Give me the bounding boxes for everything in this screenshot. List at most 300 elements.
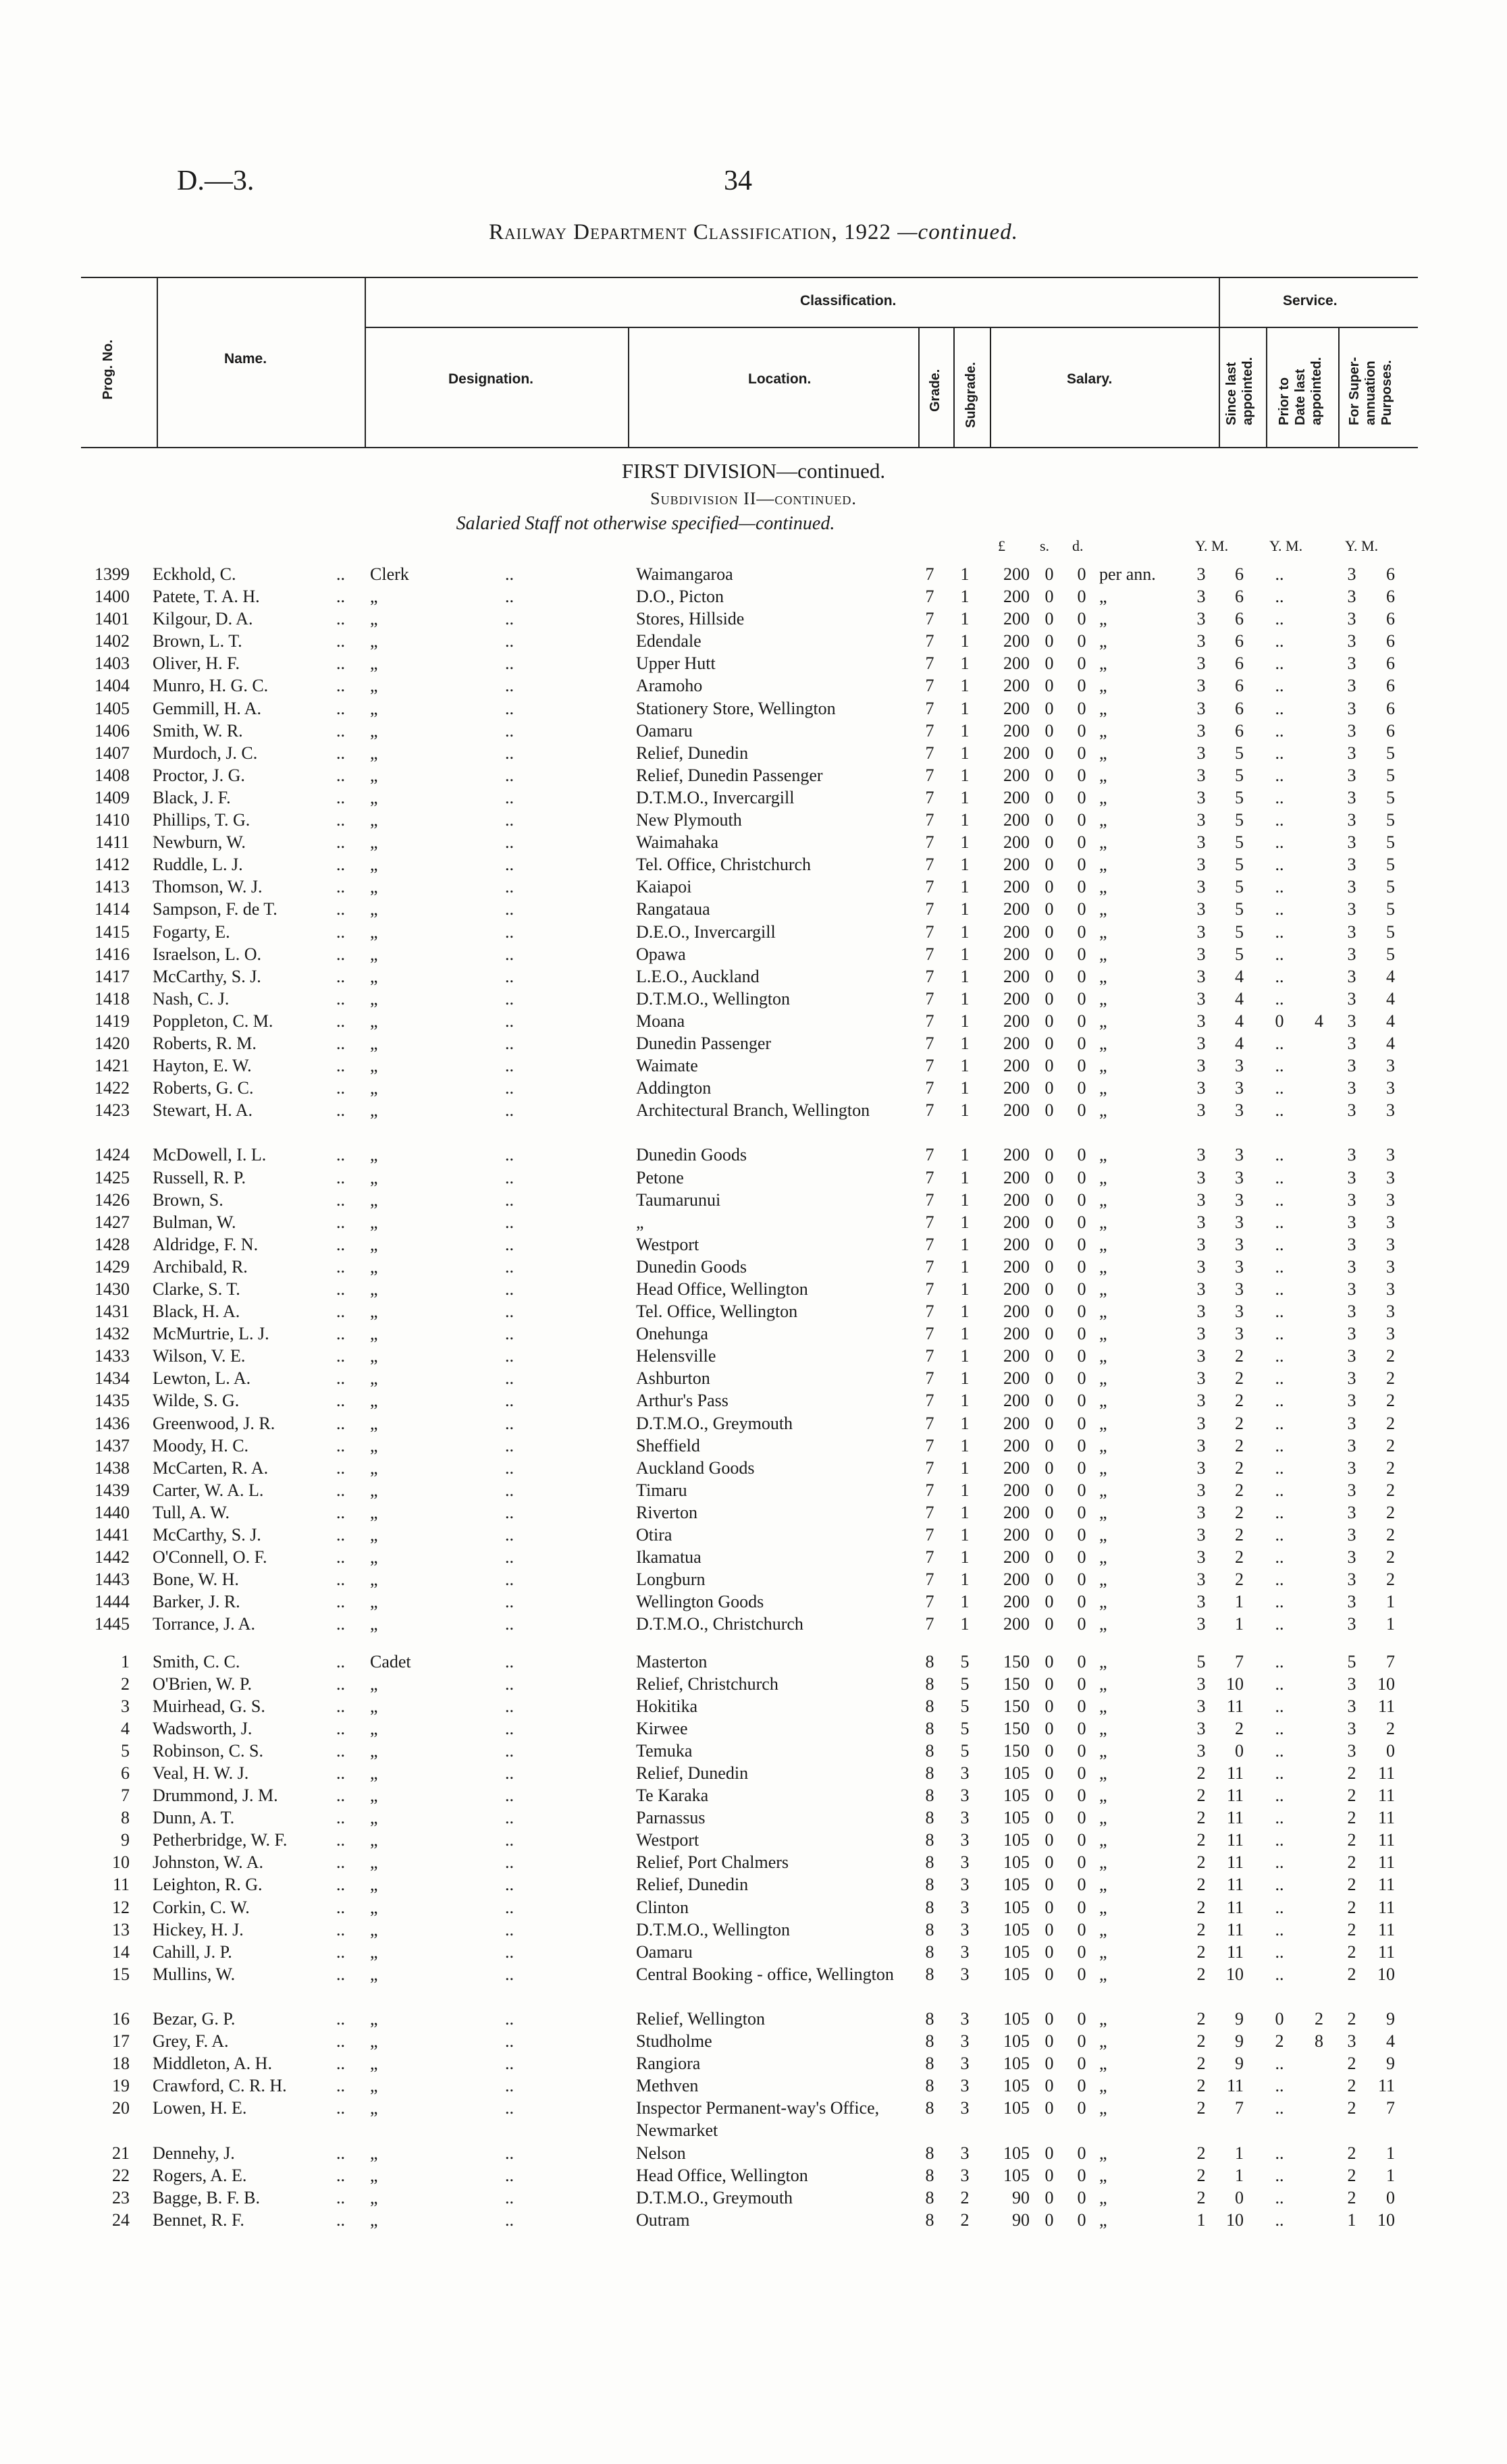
header-since-last <box>1223 357 1256 425</box>
leader-dots: .. <box>336 1011 345 1031</box>
super-years-cell: 3 <box>1347 1368 1356 1389</box>
leader-dots: .. <box>336 944 345 964</box>
since-months-cell: 6 <box>1235 631 1244 651</box>
subgrade-cell: 3 <box>960 1830 970 1850</box>
prior-years-cell: .. <box>1275 1852 1284 1873</box>
salary-shillings-cell: 0 <box>1045 1740 1054 1761</box>
prior-years-cell: .. <box>1275 2165 1284 2185</box>
salary-pence-cell: 0 <box>1077 855 1086 875</box>
prog-no-cell: 8 <box>121 1808 130 1828</box>
table-row <box>0 1806 1507 1829</box>
subgrade-cell: 1 <box>960 1279 970 1299</box>
leader-dots: .. <box>505 810 514 830</box>
designation-cell: „ <box>370 1525 378 1545</box>
leader-dots: .. <box>505 1100 514 1121</box>
subgrade-cell: 3 <box>960 2054 970 2074</box>
prior-years-cell: .. <box>1275 810 1284 830</box>
leader-dots: .. <box>505 1718 514 1738</box>
table-row <box>0 1077 1507 1099</box>
location-cell: Temuka <box>636 1740 693 1761</box>
super-months-cell: 2 <box>1386 1413 1395 1433</box>
unit-since-ym: Y. M. <box>1195 537 1229 554</box>
super-years-cell: 1 <box>1347 2209 1356 2230</box>
location-cell: Timaru <box>636 1480 687 1500</box>
since-years-cell: 2 <box>1196 1763 1206 1783</box>
leader-dots: .. <box>336 2076 345 2096</box>
leader-dots: .. <box>336 1100 345 1121</box>
designation-cell: „ <box>370 609 378 629</box>
salary-shillings-cell: 0 <box>1045 653 1054 674</box>
super-months-cell: 11 <box>1377 1830 1395 1850</box>
grade-cell: 7 <box>925 1614 934 1634</box>
subgrade-cell: 1 <box>960 1346 970 1366</box>
salary-pence-cell: 0 <box>1077 765 1086 785</box>
grade-cell: 7 <box>925 1167 934 1187</box>
location-cell: „ <box>636 1212 644 1232</box>
salary-shillings-cell: 0 <box>1045 1413 1054 1433</box>
location-cell: Ashburton <box>636 1368 710 1389</box>
leader-dots: .. <box>336 1256 345 1277</box>
leader-dots: .. <box>336 2098 345 2118</box>
table-row <box>0 1322 1507 1345</box>
salary-pence-cell: 0 <box>1077 609 1086 629</box>
salary-pence-cell: 0 <box>1077 1435 1086 1455</box>
name-cell: Clarke, S. T. <box>153 1279 240 1299</box>
super-months-cell: 2 <box>1386 1525 1395 1545</box>
grade-cell: 7 <box>925 1212 934 1232</box>
salary-period-cell: „ <box>1099 2098 1107 2118</box>
salary-pence-cell: 0 <box>1077 1234 1086 1254</box>
prior-years-cell: .. <box>1275 1346 1284 1366</box>
since-years-cell: 3 <box>1196 1324 1206 1344</box>
prior-years-cell: .. <box>1275 1718 1284 1738</box>
table-row <box>0 1389 1507 1412</box>
salary-shillings-cell: 0 <box>1045 2031 1054 2052</box>
name-cell: Gemmill, H. A. <box>153 698 262 718</box>
table-row <box>0 1762 1507 1784</box>
super-months-cell: 11 <box>1377 1875 1395 1895</box>
since-months-cell: 0 <box>1235 1740 1244 1761</box>
super-years-cell: 3 <box>1347 921 1356 942</box>
grade-cell: 8 <box>925 1786 934 1806</box>
super-months-cell: 5 <box>1386 765 1395 785</box>
prog-no-cell: 19 <box>112 2076 130 2096</box>
leader-dots: .. <box>336 787 345 807</box>
super-years-cell: 2 <box>1347 2076 1356 2096</box>
prior-years-cell: .. <box>1275 988 1284 1009</box>
since-months-cell: 5 <box>1235 765 1244 785</box>
salary-pounds-cell: 200 <box>1003 1167 1030 1187</box>
leader-dots: .. <box>505 1897 514 1917</box>
salary-shillings-cell: 0 <box>1045 2054 1054 2074</box>
super-years-cell: 3 <box>1347 1302 1356 1322</box>
super-months-cell: 5 <box>1386 944 1395 964</box>
since-years-cell: 3 <box>1196 1502 1206 1522</box>
prior-years-cell: .. <box>1275 1457 1284 1478</box>
since-years-cell: 2 <box>1196 2143 1206 2163</box>
salary-pounds-cell: 105 <box>1003 2031 1030 2052</box>
designation-cell: „ <box>370 1964 378 1984</box>
subgrade-cell: 5 <box>960 1673 970 1694</box>
table-row <box>0 2164 1507 2187</box>
table-row <box>0 1032 1507 1054</box>
leader-dots: .. <box>336 921 345 942</box>
subgrade-cell: 1 <box>960 1056 970 1076</box>
grade-cell: 8 <box>925 1763 934 1783</box>
prior-years-cell: .. <box>1275 1525 1284 1545</box>
subgrade-cell: 3 <box>960 2031 970 2052</box>
leader-dots: .. <box>336 2143 345 2163</box>
salary-period-cell: „ <box>1099 2165 1107 2185</box>
prog-no-cell: 1415 <box>95 921 130 942</box>
designation-cell: „ <box>370 720 378 741</box>
salary-period-cell: „ <box>1099 944 1107 964</box>
salary-period-cell: „ <box>1099 1413 1107 1433</box>
designation-cell: „ <box>370 2187 378 2207</box>
since-months-cell: 0 <box>1235 2187 1244 2207</box>
prior-years-cell: .. <box>1275 1078 1284 1098</box>
super-months-cell: 5 <box>1386 787 1395 807</box>
divider <box>365 278 366 447</box>
leader-dots: .. <box>505 1525 514 1545</box>
since-months-cell: 3 <box>1235 1302 1244 1322</box>
salary-pounds-cell: 200 <box>1003 1435 1030 1455</box>
prog-no-cell: 14 <box>112 1941 130 1962</box>
since-years-cell: 3 <box>1196 609 1206 629</box>
prog-no-cell: 21 <box>112 2143 130 2163</box>
since-years-cell: 3 <box>1196 855 1206 875</box>
subgrade-cell: 1 <box>960 564 970 584</box>
prior-years-cell: .. <box>1275 1919 1284 1939</box>
super-months-cell: 2 <box>1386 1368 1395 1389</box>
salary-pence-cell: 0 <box>1077 2054 1086 2074</box>
grade-cell: 8 <box>925 1673 934 1694</box>
salary-pounds-cell: 200 <box>1003 1056 1030 1076</box>
since-years-cell: 3 <box>1196 1480 1206 1500</box>
since-years-cell: 3 <box>1196 810 1206 830</box>
super-years-cell: 3 <box>1347 787 1356 807</box>
since-months-cell: 3 <box>1235 1167 1244 1187</box>
prior-years-cell: .. <box>1275 966 1284 986</box>
salary-shillings-cell: 0 <box>1045 720 1054 741</box>
super-years-cell: 3 <box>1347 1673 1356 1694</box>
location-cell: Onehunga <box>636 1324 708 1344</box>
salary-pounds-cell: 200 <box>1003 1525 1030 1545</box>
super-years-cell: 3 <box>1347 698 1356 718</box>
since-months-cell: 2 <box>1235 1391 1244 1411</box>
since-years-cell: 3 <box>1196 698 1206 718</box>
prog-no-cell: 1399 <box>95 564 130 584</box>
salary-period-cell: „ <box>1099 1302 1107 1322</box>
grade-cell: 8 <box>925 2209 934 2230</box>
salary-period-cell: „ <box>1099 1078 1107 1098</box>
salary-pounds-cell: 200 <box>1003 743 1030 763</box>
since-months-cell: 4 <box>1235 1033 1244 1053</box>
since-years-cell: 3 <box>1196 988 1206 1009</box>
leader-dots: .. <box>336 1502 345 1522</box>
salary-shillings-cell: 0 <box>1045 1830 1054 1850</box>
name-cell: Stewart, H. A. <box>153 1100 253 1121</box>
header-superannuation <box>1346 357 1395 425</box>
salary-pence-cell: 0 <box>1077 676 1086 696</box>
since-years-cell: 3 <box>1196 787 1206 807</box>
header-prior-line3: appointed. <box>1309 356 1324 425</box>
since-years-cell: 3 <box>1196 877 1206 897</box>
prog-no-cell: 22 <box>112 2165 130 2185</box>
grade-cell: 7 <box>925 564 934 584</box>
salary-pence-cell: 0 <box>1077 1056 1086 1076</box>
table-row <box>0 876 1507 898</box>
since-months-cell: 3 <box>1235 1324 1244 1344</box>
subgrade-cell: 1 <box>960 899 970 919</box>
salary-pounds-cell: 90 <box>1012 2187 1030 2207</box>
salary-pounds-cell: 105 <box>1003 1852 1030 1873</box>
salary-period-cell: „ <box>1099 1830 1107 1850</box>
grade-cell: 7 <box>925 787 934 807</box>
salary-shillings-cell: 0 <box>1045 743 1054 763</box>
salary-pence-cell: 0 <box>1077 2143 1086 2163</box>
salary-shillings-cell: 0 <box>1045 1346 1054 1366</box>
super-years-cell: 3 <box>1347 676 1356 696</box>
leader-dots: .. <box>505 1651 514 1671</box>
since-months-cell: 2 <box>1235 1525 1244 1545</box>
name-cell: Archibald, R. <box>153 1256 248 1277</box>
header-service: Service. <box>1283 293 1338 309</box>
header-grade: Grade. <box>928 369 943 412</box>
since-years-cell: 3 <box>1196 1212 1206 1232</box>
super-years-cell: 3 <box>1347 743 1356 763</box>
since-months-cell: 5 <box>1235 921 1244 942</box>
leader-dots: .. <box>336 1964 345 1984</box>
since-years-cell: 2 <box>1196 2031 1206 2052</box>
super-months-cell: 9 <box>1386 2054 1395 2074</box>
salary-pence-cell: 0 <box>1077 698 1086 718</box>
name-cell: Middleton, A. H. <box>153 2054 272 2074</box>
name-cell: Lowen, H. E. <box>153 2098 247 2118</box>
super-months-cell: 3 <box>1386 1324 1395 1344</box>
super-months-cell: 11 <box>1377 1786 1395 1806</box>
name-cell: Ruddle, L. J. <box>153 855 243 875</box>
prog-no-cell: 1412 <box>95 855 130 875</box>
since-years-cell: 3 <box>1196 1302 1206 1322</box>
subgrade-cell: 1 <box>960 720 970 741</box>
table-row <box>0 1412 1507 1435</box>
leader-dots: .. <box>336 832 345 853</box>
salary-shillings-cell: 0 <box>1045 1145 1054 1165</box>
prior-years-cell: .. <box>1275 1302 1284 1322</box>
salary-period-cell: „ <box>1099 1964 1107 1984</box>
leader-dots: .. <box>336 1346 345 1366</box>
prog-no-cell: 2 <box>121 1673 130 1694</box>
leader-dots: .. <box>505 899 514 919</box>
super-years-cell: 3 <box>1347 1614 1356 1634</box>
prior-years-cell: .. <box>1275 1435 1284 1455</box>
super-months-cell: 11 <box>1377 1919 1395 1939</box>
table-row <box>0 764 1507 786</box>
location-cell: D.T.M.O., Christchurch <box>636 1614 803 1634</box>
table-row <box>0 2142 1507 2164</box>
since-years-cell: 3 <box>1196 1547 1206 1568</box>
subgrade-cell: 1 <box>960 877 970 897</box>
salary-period-cell: „ <box>1099 988 1107 1009</box>
grade-cell: 7 <box>925 1145 934 1165</box>
salary-pounds-cell: 200 <box>1003 877 1030 897</box>
super-years-cell: 3 <box>1347 1324 1356 1344</box>
super-years-cell: 3 <box>1347 631 1356 651</box>
prog-no-cell: 1422 <box>95 1078 130 1098</box>
leader-dots: .. <box>336 1718 345 1738</box>
leader-dots: .. <box>336 1592 345 1612</box>
super-months-cell: 3 <box>1386 1145 1395 1165</box>
since-years-cell: 3 <box>1196 653 1206 674</box>
name-cell: Murdoch, J. C. <box>153 743 258 763</box>
salary-shillings-cell: 0 <box>1045 1212 1054 1232</box>
salary-pounds-cell: 200 <box>1003 1256 1030 1277</box>
leader-dots: .. <box>505 1919 514 1939</box>
salary-shillings-cell: 0 <box>1045 1324 1054 1344</box>
table-row <box>0 2052 1507 2074</box>
subgrade-cell: 1 <box>960 609 970 629</box>
since-years-cell: 3 <box>1196 832 1206 853</box>
leader-dots: .. <box>336 1525 345 1545</box>
designation-cell: „ <box>370 2165 378 2185</box>
leader-dots: .. <box>505 1167 514 1187</box>
super-years-cell: 3 <box>1347 1234 1356 1254</box>
super-years-cell: 3 <box>1347 1480 1356 1500</box>
super-months-cell: 6 <box>1386 609 1395 629</box>
prior-months-cell: 8 <box>1315 2031 1323 2052</box>
subgrade-cell: 1 <box>960 988 970 1009</box>
prog-no-cell: 1418 <box>95 988 130 1009</box>
unit-super-ym: Y. M. <box>1345 537 1379 554</box>
table-row <box>0 697 1507 720</box>
salary-period-cell: „ <box>1099 631 1107 651</box>
salary-period-cell: „ <box>1099 609 1107 629</box>
header-designation: Designation. <box>448 371 534 387</box>
subgrade-cell: 1 <box>960 1033 970 1053</box>
salary-period-cell: „ <box>1099 1651 1107 1671</box>
leader-dots: .. <box>336 966 345 986</box>
leader-dots: .. <box>336 2165 345 2185</box>
super-years-cell: 2 <box>1347 1830 1356 1850</box>
subgrade-cell: 3 <box>960 2009 970 2029</box>
location-cell: Studholme <box>636 2031 712 2052</box>
location-cell: D.T.M.O., Greymouth <box>636 2187 793 2207</box>
name-cell: Lewton, L. A. <box>153 1368 251 1389</box>
salary-shillings-cell: 0 <box>1045 1592 1054 1612</box>
leader-dots: .. <box>336 1302 345 1322</box>
salary-shillings-cell: 0 <box>1045 2143 1054 2163</box>
title-year: 1922 <box>843 220 891 244</box>
super-months-cell: 11 <box>1377 1808 1395 1828</box>
super-months-cell: 2 <box>1386 1435 1395 1455</box>
since-months-cell: 6 <box>1235 720 1244 741</box>
designation-cell: „ <box>370 1570 378 1590</box>
subgrade-cell: 1 <box>960 653 970 674</box>
salary-shillings-cell: 0 <box>1045 921 1054 942</box>
salary-pence-cell: 0 <box>1077 1256 1086 1277</box>
salary-period-cell: „ <box>1099 1391 1107 1411</box>
location-cell: Upper Hutt <box>636 653 716 674</box>
divider <box>990 327 991 447</box>
salary-period-cell: „ <box>1099 1740 1107 1761</box>
salary-pounds-cell: 200 <box>1003 1368 1030 1389</box>
subgrade-cell: 1 <box>960 1078 970 1098</box>
since-months-cell: 11 <box>1226 1696 1244 1716</box>
subgrade-cell: 1 <box>960 1391 970 1411</box>
prior-years-cell: .. <box>1275 765 1284 785</box>
name-cell: Poppleton, C. M. <box>153 1011 273 1031</box>
prog-no-cell: 1428 <box>95 1234 130 1254</box>
leader-dots: .. <box>336 631 345 651</box>
salary-pence-cell: 0 <box>1077 1457 1086 1478</box>
leader-dots: .. <box>336 1696 345 1716</box>
super-years-cell: 3 <box>1347 1413 1356 1433</box>
leader-dots: .. <box>505 631 514 651</box>
table-row <box>0 1435 1507 1457</box>
leader-dots: .. <box>505 921 514 942</box>
salary-shillings-cell: 0 <box>1045 1234 1054 1254</box>
salary-pence-cell: 0 <box>1077 587 1086 607</box>
subgrade-cell: 1 <box>960 587 970 607</box>
page-number: 34 <box>724 165 752 196</box>
salary-pounds-cell: 200 <box>1003 1100 1030 1121</box>
table-header <box>81 277 1418 448</box>
salary-period-cell: „ <box>1099 899 1107 919</box>
name-cell: Brown, L. T. <box>153 631 242 651</box>
grade-cell: 7 <box>925 653 934 674</box>
super-months-cell: 6 <box>1386 676 1395 696</box>
location-cell: Auckland Goods <box>636 1457 755 1478</box>
salary-pounds-cell: 105 <box>1003 2054 1030 2074</box>
grade-cell: 8 <box>925 1852 934 1873</box>
divider <box>365 327 1418 328</box>
name-cell: Aldridge, F. N. <box>153 1234 259 1254</box>
prog-no-cell: 1 <box>121 1651 130 1671</box>
super-months-cell: 2 <box>1386 1547 1395 1568</box>
salary-pence-cell: 0 <box>1077 743 1086 763</box>
designation-cell: „ <box>370 1547 378 1568</box>
salary-pounds-cell: 150 <box>1003 1740 1030 1761</box>
subgrade-cell: 1 <box>960 787 970 807</box>
since-years-cell: 3 <box>1196 1740 1206 1761</box>
prior-years-cell: .. <box>1275 1897 1284 1917</box>
super-months-cell: 11 <box>1377 1763 1395 1783</box>
leader-dots: .. <box>505 1145 514 1165</box>
prior-years-cell: 0 <box>1275 2009 1284 2029</box>
prior-years-cell: .. <box>1275 2209 1284 2230</box>
grade-cell: 7 <box>925 765 934 785</box>
prog-no-cell: 1432 <box>95 1324 130 1344</box>
salary-shillings-cell: 0 <box>1045 1570 1054 1590</box>
super-years-cell: 2 <box>1347 1808 1356 1828</box>
table-row <box>0 2074 1507 2097</box>
table-row <box>0 1524 1507 1546</box>
prog-no-cell: 1433 <box>95 1346 130 1366</box>
prog-no-cell: 24 <box>112 2209 130 2230</box>
since-months-cell: 2 <box>1235 1413 1244 1433</box>
salary-shillings-cell: 0 <box>1045 899 1054 919</box>
prog-no-cell: 1442 <box>95 1547 130 1568</box>
grade-cell: 8 <box>925 1897 934 1917</box>
prog-no-cell: 1444 <box>95 1592 130 1612</box>
location-cell: Head Office, Wellington <box>636 1279 808 1299</box>
name-cell: Bennet, R. F. <box>153 2209 244 2230</box>
salary-period-cell: „ <box>1099 1919 1107 1939</box>
prior-years-cell: .. <box>1275 631 1284 651</box>
leader-dots: .. <box>505 1078 514 1098</box>
salary-period-cell: „ <box>1099 832 1107 853</box>
